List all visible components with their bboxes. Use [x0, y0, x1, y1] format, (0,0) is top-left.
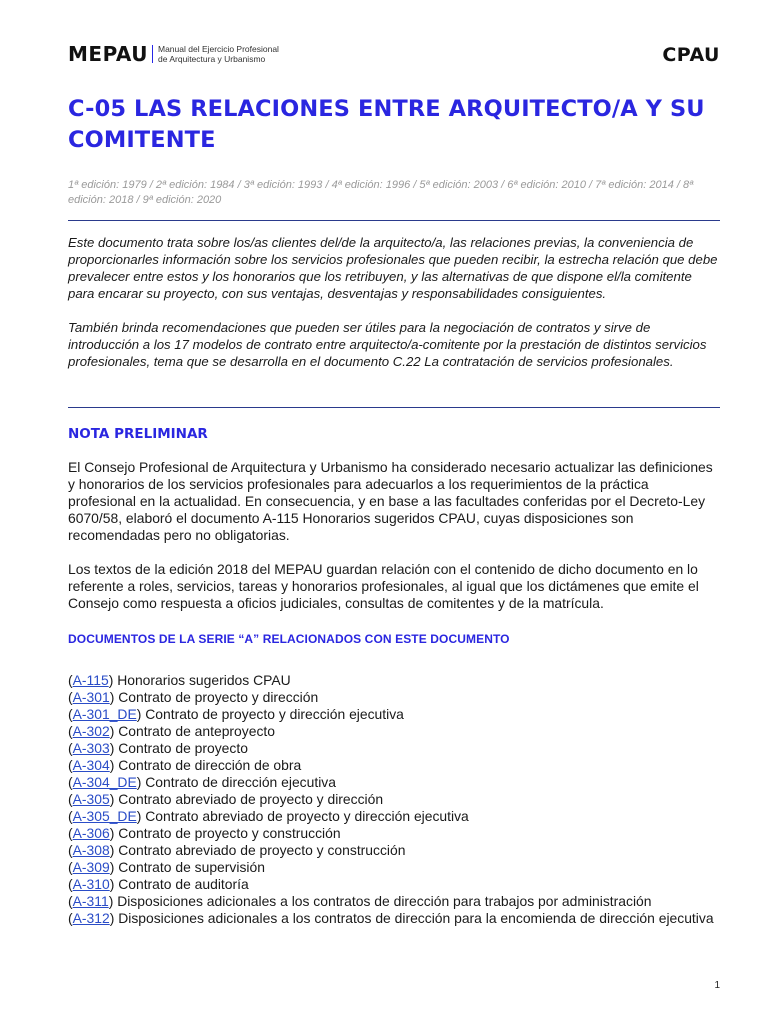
document-title: C-05 LAS RELACIONES ENTRE ARQUITECTO/A Y SU COMITENTE: [68, 96, 705, 153]
document-description: Contrato de dirección ejecutiva: [145, 774, 336, 790]
document-list-item: (A-115) Honorarios sugeridos CPAU: [68, 672, 291, 688]
section-title: NOTA PRELIMINAR: [68, 426, 208, 442]
mepau-subtitle-line-1: Manual del Ejercicio Profesional: [158, 44, 279, 54]
document-list-item: (A-301) Contrato de proyecto y dirección: [68, 689, 319, 705]
document-description: Disposiciones adicionales a los contratos de dirección para trabajos por administración: [117, 893, 652, 909]
document-link[interactable]: A-301: [72, 689, 110, 705]
document-description: Contrato de anteproyecto: [118, 723, 275, 739]
document-list-item: (A-309) Contrato de supervisión: [68, 859, 265, 875]
document-link[interactable]: A-309: [72, 859, 110, 875]
document-description: Contrato de dirección de obra: [118, 757, 302, 773]
document-description: Contrato de proyecto y dirección ejecutiva: [145, 706, 404, 722]
mepau-subtitle-line-2: de Arquitectura y Urbanismo: [158, 54, 266, 64]
document-link[interactable]: A-304: [72, 757, 110, 773]
document-link[interactable]: A-305_DE: [72, 808, 137, 824]
mepau-logo-text: MEPAU: [68, 42, 148, 66]
body-paragraph-1: El Consejo Profesional de Arquitectura y Urbanismo ha considerado necesario actualizar las definiciones y honorarios de los servicios profesionales para adecuarlos a los requerimientos de la práctica profesional en la actualidad. En consecuencia, y en base a las facultades conferidas por el Decreto-Ley 6070/58, elaboró el documento A-115 Honorarios sugeridos CPAU, cuyas disposiciones son recomendadas pero no obligatorias.: [68, 459, 713, 543]
intro-paragraph-2: También brinda recomendaciones que pueden ser útiles para la negociación de contratos y sirve de introducción a los 17 modelos de contrato entre arquitecto/a-comitente por la prestación de distintos servicios profesionales, tema que se desarrolla en el documento C.22 La contratación de servicios profesionales.: [68, 320, 707, 369]
document-link[interactable]: A-302: [72, 723, 110, 739]
document-link[interactable]: A-301_DE: [72, 706, 137, 722]
document-list-item: (A-308) Contrato abreviado de proyecto y construcción: [68, 842, 406, 858]
cpau-logo: CPAU: [662, 44, 720, 66]
document-list-item: (A-301_DE) Contrato de proyecto y dirección ejecutiva: [68, 706, 404, 722]
editions-line: 1ª edición: 1979 / 2ª edición: 1984 / 3ª edición: 1993 / 4ª edición: 1996 / 5ª edición: 2003 / 6ª edición: 2010 / 7ª edición: 2014 / 8ª edición: 2018 / 9ª edición: 2020: [68, 179, 694, 206]
page-header: [68, 40, 720, 72]
document-link[interactable]: A-306: [72, 825, 110, 841]
document-link[interactable]: A-310: [72, 876, 110, 892]
related-documents-list: [68, 672, 720, 927]
document-link[interactable]: A-312: [72, 910, 110, 926]
related-documents-title: DOCUMENTOS DE LA SERIE “A” RELACIONADOS CON ESTE DOCUMENTO: [68, 632, 510, 646]
document-link[interactable]: A-303: [72, 740, 110, 756]
mepau-logo: [68, 42, 279, 66]
logo-divider: [152, 45, 153, 63]
document-link[interactable]: A-311: [72, 893, 109, 909]
document-description: Contrato de auditoría: [118, 876, 249, 892]
document-list-item: (A-310) Contrato de auditoría: [68, 876, 249, 892]
document-list-item: (A-306) Contrato de proyecto y construcción: [68, 825, 341, 841]
document-list-item: (A-305_DE) Contrato abreviado de proyecto y dirección ejecutiva: [68, 808, 469, 824]
mepau-logo-subtitle: [158, 44, 279, 64]
document-description: Honorarios sugeridos CPAU: [117, 672, 291, 688]
document-description: Contrato abreviado de proyecto y dirección: [118, 791, 384, 807]
document-description: Contrato de supervisión: [118, 859, 265, 875]
document-link[interactable]: A-304_DE: [72, 774, 137, 790]
document-description: Contrato de proyecto: [118, 740, 248, 756]
document-link[interactable]: A-115: [72, 672, 109, 688]
document-list-item: (A-311) Disposiciones adicionales a los contratos de dirección para trabajos por administración: [68, 893, 652, 909]
document-list-item: (A-305) Contrato abreviado de proyecto y dirección: [68, 791, 384, 807]
document-description: Contrato abreviado de proyecto y construcción: [118, 842, 406, 858]
document-description: Contrato de proyecto y construcción: [118, 825, 341, 841]
page-number: 1: [714, 980, 720, 991]
document-list-item: (A-304_DE) Contrato de dirección ejecutiva: [68, 774, 336, 790]
intro-paragraph-1: Este documento trata sobre los/as clientes del/de la arquitecto/a, las relaciones previas, la conveniencia de proporcionarles información sobre los servicios profesionales que pueden recibir, la estrecha relación que debe prevalecer entre estos y los honorarios que los retribuyen, y las alternativas de que dispone el/la comitente para encarar su proyecto, con sus ventajas, desventajas y responsabilidades consiguientes.: [68, 235, 718, 301]
document-description: Contrato abreviado de proyecto y dirección ejecutiva: [145, 808, 469, 824]
document-list-item: (A-304) Contrato de dirección de obra: [68, 757, 302, 773]
document-description: Disposiciones adicionales a los contratos de dirección para la encomienda de dirección ejecutiva: [118, 910, 714, 926]
document-list-item: (A-302) Contrato de anteproyecto: [68, 723, 275, 739]
body-paragraph-2: Los textos de la edición 2018 del MEPAU guardan relación con el contenido de dicho documento en lo referente a roles, servicios, tareas y honorarios profesionales, al igual que los dictámenes que emite el Consejo como respuesta a oficios judiciales, consultas de comitentes y de la matrícula.: [68, 561, 699, 611]
divider-bottom: [68, 407, 720, 408]
divider-top: [68, 220, 720, 221]
document-list-item: (A-303) Contrato de proyecto: [68, 740, 248, 756]
document-link[interactable]: A-305: [72, 791, 110, 807]
document-link[interactable]: A-308: [72, 842, 110, 858]
document-list-item: (A-312) Disposiciones adicionales a los contratos de dirección para la encomienda de dirección ejecutiva: [68, 910, 714, 926]
document-description: Contrato de proyecto y dirección: [118, 689, 319, 705]
